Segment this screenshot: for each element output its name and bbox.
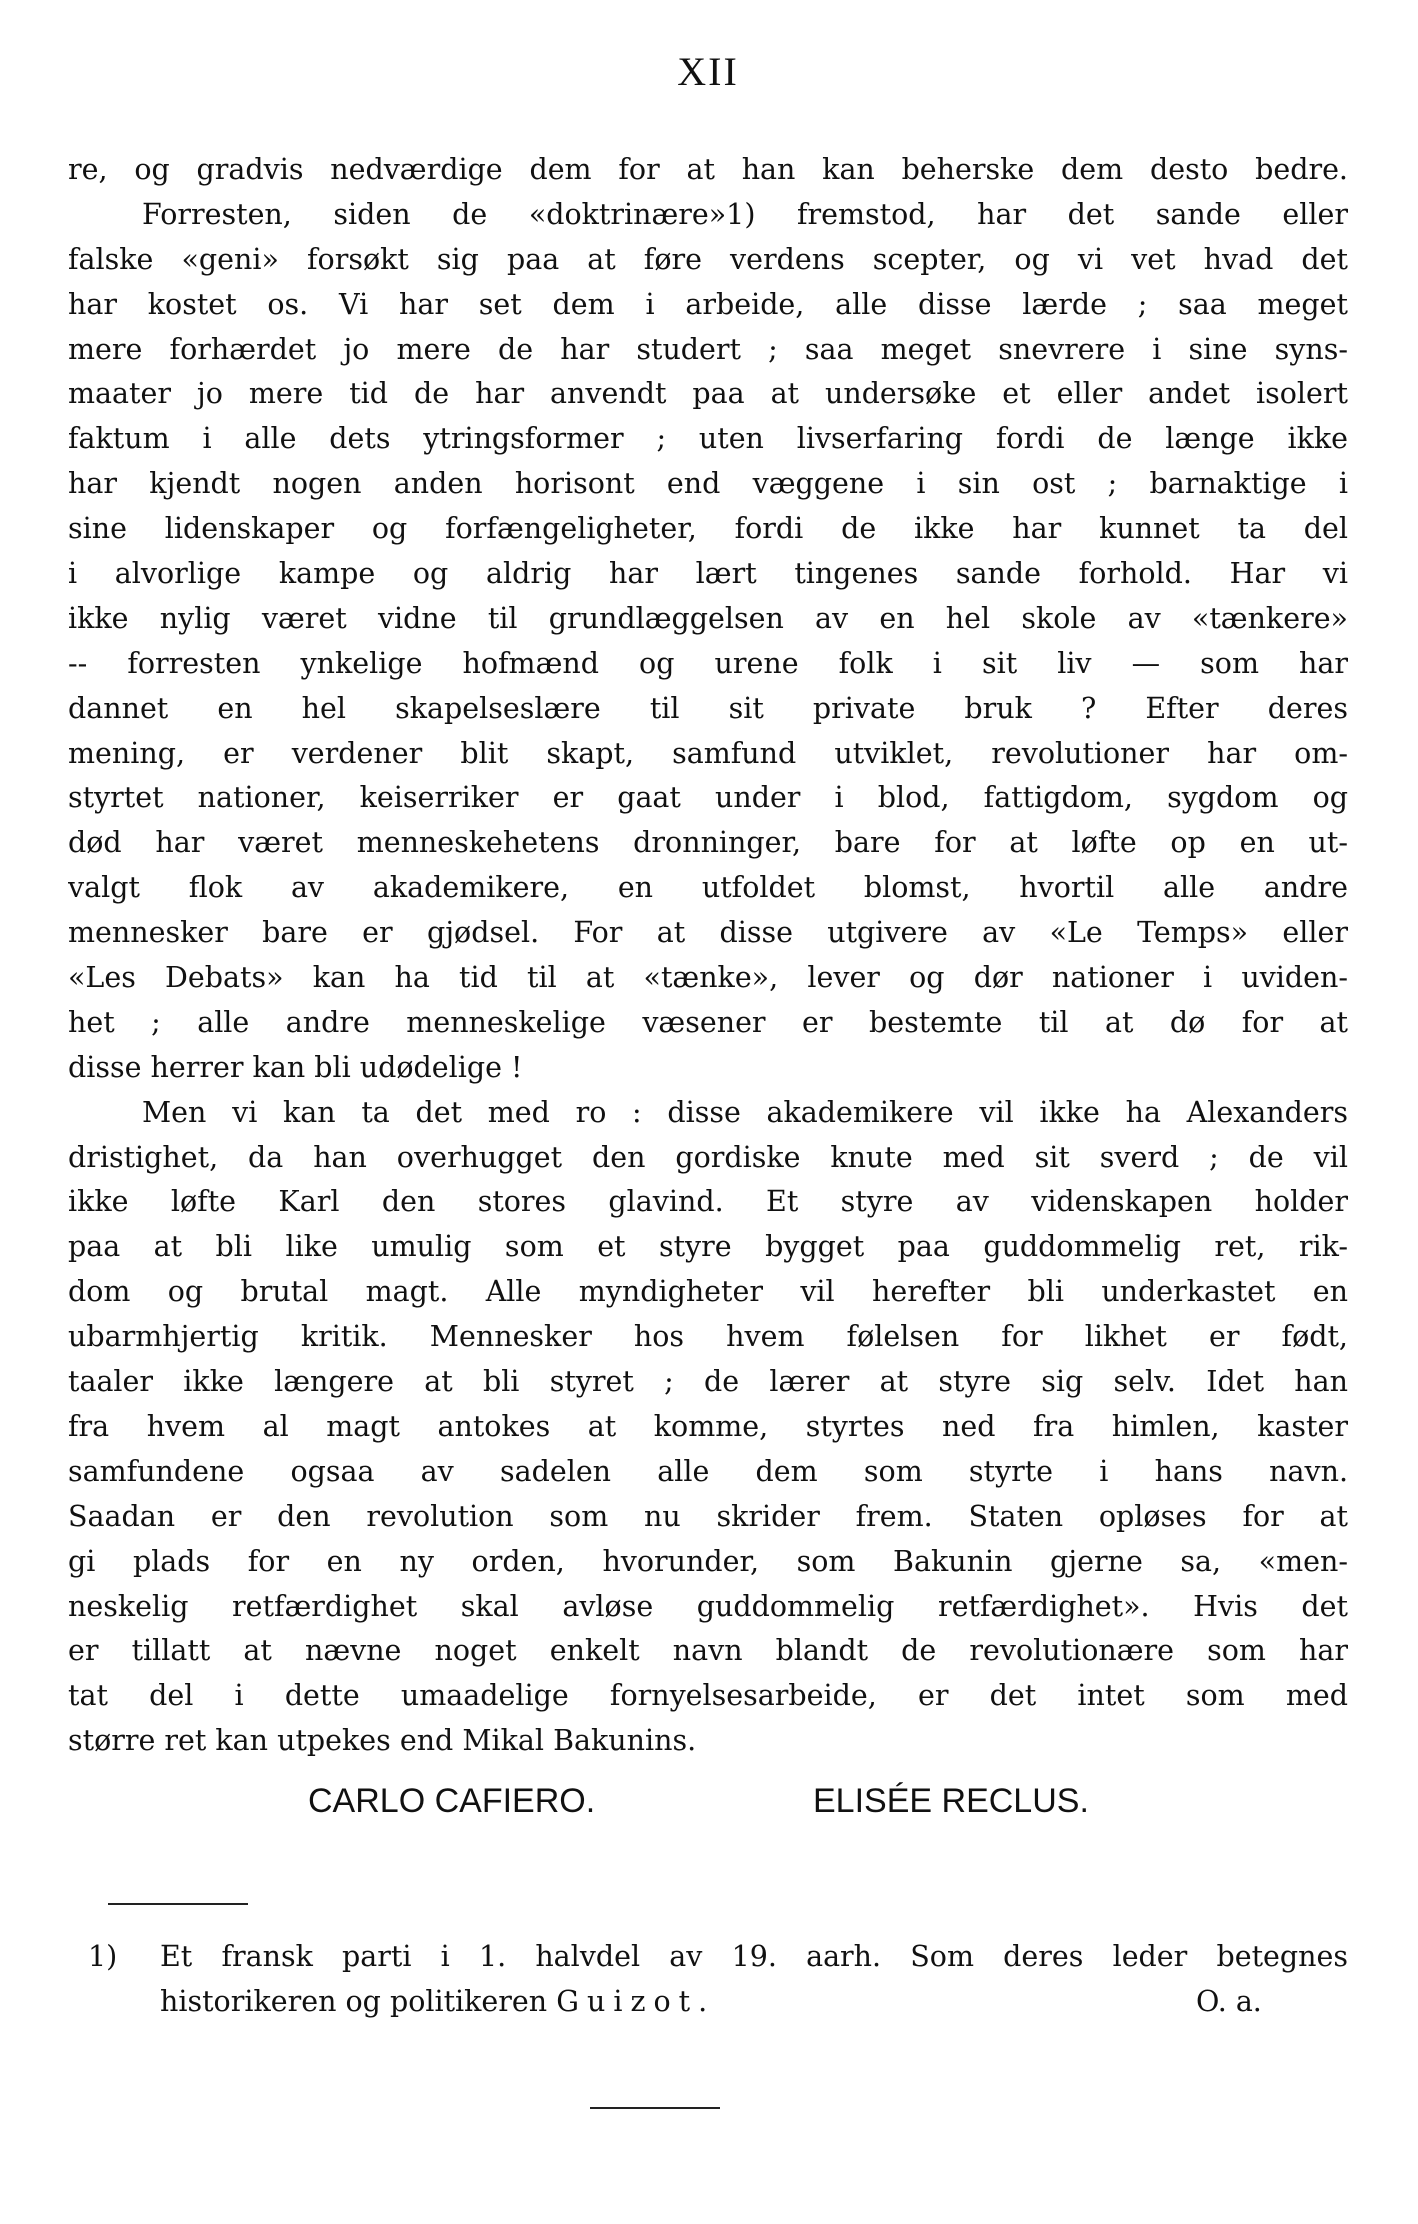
text-line: styrtet nationer, keiserriker er gaat under i blod, fattigdom, sygdom og xyxy=(68,781,1348,815)
text-line: taaler ikke længere at bli styret ; de lærer at styre sig selv. Idet han xyxy=(68,1365,1348,1399)
text-line: Saadan er den revolution som nu skrider frem. Staten opløses for at xyxy=(68,1499,1348,1533)
text-line: dom og brutal magt. Alle myndigheter vil herefter bli underkastet en xyxy=(68,1275,1348,1309)
text-line: gi plads for en ny orden, hvorunder, som Bakunin gjerne sa, «men- xyxy=(68,1544,1348,1578)
text-line: mere forhærdet jo mere de har studert ; saa meget snevrere i sine syns- xyxy=(68,332,1348,366)
text-line: fra hvem al magt antokes at komme, styrtes ned fra himlen, kaster xyxy=(68,1409,1348,1443)
main-text xyxy=(68,148,1348,1764)
text-line: het ; alle andre menneskelige væsener er bestemte til at dø for at xyxy=(68,1005,1348,1039)
text-line: ikke nylig været vidne til grundlæggelsen av en hel skole av «tænkere» xyxy=(68,601,1348,635)
signature-cafiero: CARLO CAFIERO. xyxy=(308,1782,596,1820)
footnote-marker: 1) xyxy=(88,1940,118,1973)
text-line: ikke løfte Karl den stores glavind. Et styre av videnskapen holder xyxy=(68,1185,1348,1219)
text-line: faktum i alle dets ytringsformer ; uten livserfaring fordi de længe ikke xyxy=(68,422,1348,456)
text-line: større ret kan utpekes end Mikal Bakunins. xyxy=(68,1724,697,1758)
signature-reclus: ELISÉE RECLUS. xyxy=(813,1782,1089,1820)
text-line: samfundene ogsaa av sadelen alle dem som styrte i hans navn. xyxy=(68,1454,1348,1488)
book-page xyxy=(68,0,1348,2224)
footnote-line: Et fransk parti i 1. halvdel av 19. aarh. Som deres leder betegnes xyxy=(160,1940,1348,1973)
text-line: er tillatt at nævne noget enkelt navn blandt de revolutionære som har xyxy=(68,1634,1348,1668)
text-line: død har været menneskehetens dronninger, bare for at løfte op en ut- xyxy=(68,826,1348,860)
footnote-line xyxy=(160,1979,715,2024)
text-line: Men vi kan ta det med ro : disse akademikere vil ikke ha Alexanders xyxy=(142,1095,1348,1129)
text-line: i alvorlige kampe og aldrig har lært tingenes sande forhold. Har vi xyxy=(68,557,1348,591)
text-line: tat del i dette umaadelige fornyelsesarbeide, er det intet som med xyxy=(68,1679,1348,1713)
end-divider xyxy=(590,2107,720,2109)
text-line: mennesker bare er gjødsel. For at disse utgivere av «Le Temps» eller xyxy=(68,916,1348,950)
footnote-name-guizot: Guizot. xyxy=(556,1985,716,2018)
footnote-signature: O. a. xyxy=(1196,1985,1262,2018)
text-line: falske «geni» forsøkt sig paa at føre verdens scepter, og vi vet hvad det xyxy=(68,242,1348,276)
text-line: -- forresten ynkelige hofmænd og urene folk i sit liv — som har xyxy=(68,646,1348,680)
text-line: har kostet os. Vi har set dem i arbeide, alle disse lærde ; saa meget xyxy=(68,287,1348,321)
text-line: re, og gradvis nedværdige dem for at han kan beherske dem desto bedre. xyxy=(68,153,1348,186)
footnote-text: historikeren og politikeren xyxy=(160,1985,557,2018)
text-line: maater jo mere tid de har anvendt paa at undersøke et eller andet isolert xyxy=(68,377,1348,411)
text-line: ubarmhjertig kritik. Mennesker hos hvem følelsen for likhet er født, xyxy=(68,1320,1348,1354)
page-number: XII xyxy=(677,49,739,94)
text-line: mening, er verdener blit skapt, samfund utviklet, revolutioner har om- xyxy=(68,736,1348,770)
text-line: paa at bli like umulig som et styre bygget paa guddommelig ret, rik- xyxy=(68,1230,1348,1264)
text-line: dristighet, da han overhugget den gordiske knute med sit sverd ; de vil xyxy=(68,1140,1348,1174)
text-line: neskelig retfærdighet skal avløse guddommelig retfærdighet». Hvis det xyxy=(68,1589,1348,1623)
footnote-divider xyxy=(108,1903,248,1905)
text-line: Forresten, siden de «doktrinære»1) fremstod, har det sande eller xyxy=(142,197,1348,231)
signatures xyxy=(68,1782,1348,1830)
text-line: «Les Debats» kan ha tid til at «tænke», lever og dør nationer i uviden- xyxy=(68,961,1348,995)
text-line: disse herrer kan bli udødelige ! xyxy=(68,1050,523,1084)
text-line: har kjendt nogen anden horisont end væggene i sin ost ; barnaktige i xyxy=(68,467,1348,501)
text-line: dannet en hel skapelseslære til sit private bruk ? Efter deres xyxy=(68,691,1348,725)
text-line: valgt flok av akademikere, en utfoldet blomst, hvortil alle andre xyxy=(68,871,1348,905)
text-line: sine lidenskaper og forfængeligheter, fordi de ikke har kunnet ta del xyxy=(68,512,1348,546)
